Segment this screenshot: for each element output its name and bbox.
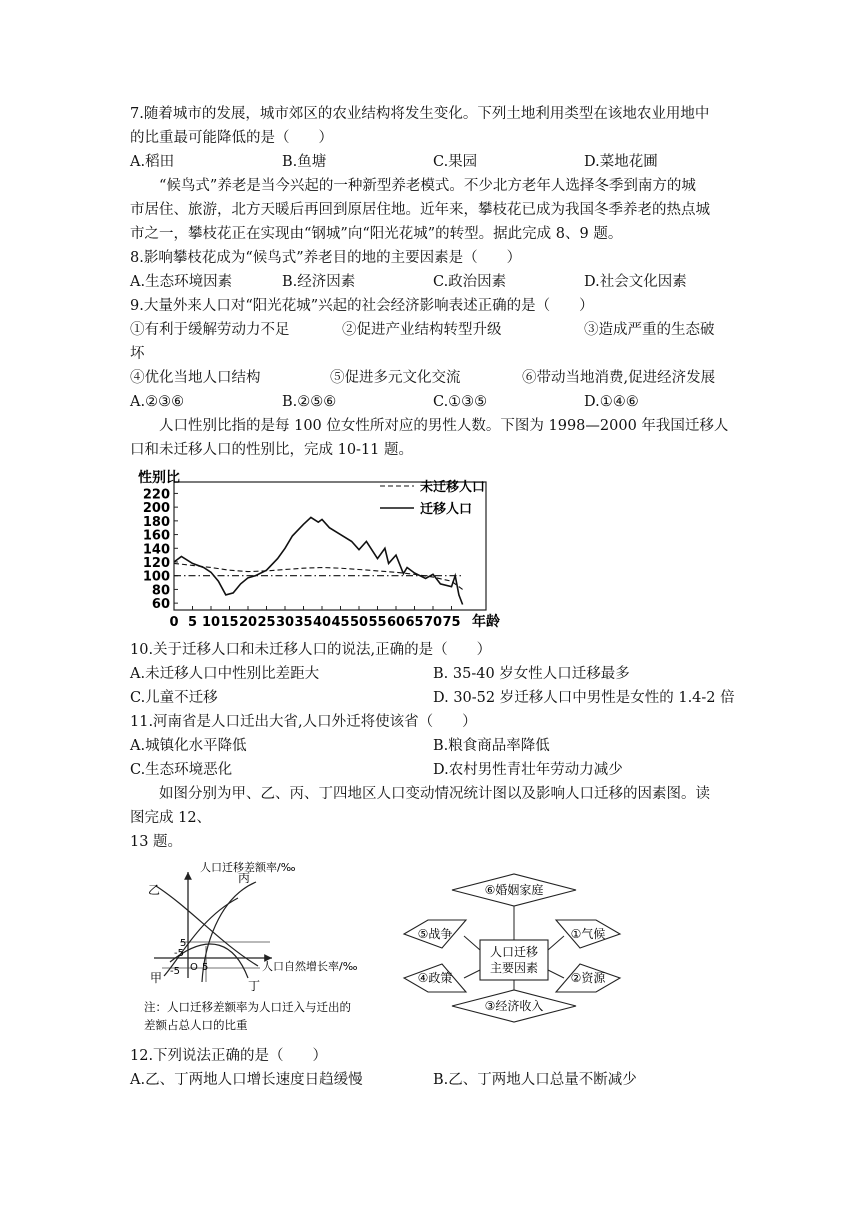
curve-bing [202,882,256,982]
x-axis-label: 年龄 [472,614,500,630]
fig-left-xlabel: 人口自然增长率/‰ [262,960,358,973]
center-label-1: 人口迁移 [489,945,539,959]
q10-option-c: C.儿童不迁移 [130,690,218,706]
legend-label-0: 未迁移人口 [420,480,486,495]
factor-income: ③经济收入 [484,999,544,1013]
series-line-1 [174,517,463,604]
label-n5y: -5 [170,966,180,977]
sex-ratio-chart [130,468,510,636]
q12-option-b: B.乙、丁两地人口总量不断减少 [433,1072,637,1088]
label-n5x: -5 [174,948,184,959]
y-axis-label: 性别比 [138,470,180,486]
fig-left-note-line1: 注：人口迁移差额率为人口迁入与迁出的 [144,1000,351,1014]
passage1011-line2: 口和未迁移人口的性别比，完成 10-11 题。 [130,442,414,458]
x-tick-label: 60 [386,615,406,630]
q8-option-b: B.经济因素 [282,274,356,290]
q8-option-c: C.政治因素 [433,274,507,290]
fig-left-ylabel: 人口迁移差额率/‰ [200,861,296,874]
q9-option-d: D.①④⑥ [584,394,639,410]
label-bing: 丙 [238,871,251,885]
q10-stem: 10.关于迁移人口和未迁移人口的说法,正确的是（ ） [130,642,492,658]
x-tick-label: 15 [220,615,239,630]
q10-option-b: B. 35-40 岁女性人口迁移最多 [433,666,630,682]
q9-item4: ④优化当地人口结构 [130,370,261,386]
x-tick-label: 55 [368,615,387,630]
x-tick-label: 20 [238,615,258,630]
q8-stem: 8.影响攀枝花成为“候鸟式”养老目的地的主要因素是（ ） [130,250,522,266]
passage89-line2: 市居住、旅游，北方天暖后再回到原居住地。近年来，攀枝花已成为我国冬季养老的热点城 [130,202,710,218]
y-tick-label: 160 [142,528,170,544]
y-tick-label: 100 [142,569,170,585]
migration-factors-diagram [398,866,630,1026]
label-ding: 丁 [248,979,261,993]
q12-option-a: A.乙、丁两地人口增长速度日趋缓慢 [130,1072,363,1088]
q9-option-a: A.②③⑥ [130,394,185,410]
passage89-line3: 市之一，攀枝花正在实现由“钢城”向“阳光花城”的转型。据此完成 8、9 题。 [130,226,623,242]
passage1213-line1: 如图分别为甲、乙、丙、丁四地区人口变动情况统计图以及影响人口迁移的因素图。读 [159,786,710,802]
factor-policy: ④政策 [417,971,453,985]
x-tick-label: 0 [169,615,179,630]
q9-item3b: 坏 [130,346,145,362]
q11-option-d: D.农村男性青壮年劳动力减少 [433,762,623,778]
fig-left-note-line2: 差额占总人口的比重 [144,1018,248,1032]
x-tick-label: 50 [349,615,369,630]
passage1213-line3: 13 题。 [130,834,183,850]
series-line-0 [174,563,463,589]
x-tick-label: 25 [257,615,276,630]
q7-option-d: D.菜地花圃 [584,154,658,170]
q7-option-a: A.稻田 [130,154,175,170]
x-tick-label: 40 [312,615,332,630]
q11-option-b: B.粮食商品率降低 [433,738,550,754]
passage1213-line2: 图完成 12、 [130,810,212,826]
q9-item3a: ③造成严重的生态破 [584,322,715,338]
q9-option-b: B.②⑤⑥ [282,394,337,410]
q10-option-a: A.未迁移人口中性别比差距大 [130,666,320,682]
q7-option-c: C.果园 [433,154,478,170]
q7-stem-line1: 7.随着城市的发展，城市郊区的农业结构将发生变化。下列土地利用类型在该地农业用地中 [130,106,710,122]
curve-jia [164,898,238,976]
q11-stem: 11.河南省是人口迁出大省,人口外迁将使该省（ ） [130,714,477,730]
x-tick-label: 35 [294,615,313,630]
label-p5y: 5 [180,938,187,949]
label-yi: 乙 [148,883,161,897]
y-tick-label: 60 [151,597,170,613]
migration-growth-figure [140,858,390,1036]
q10-option-d: D. 30-52 岁迁移人口中男性是女性的 1.4-2 倍 [433,690,735,706]
factor-resources: ②资源 [570,971,606,985]
q7-stem-line2: 的比重最可能降低的是（ ） [130,130,333,146]
factor-marriage: ⑥婚姻家庭 [484,883,544,897]
center-label-2: 主要因素 [489,961,539,975]
x-tick-label: 75 [442,615,461,630]
factor-climate: ①气候 [570,927,606,941]
x-tick-label: 70 [423,615,443,630]
q12-stem: 12.下列说法正确的是（ ） [130,1048,328,1064]
x-tick-label: 45 [331,615,350,630]
x-tick-label: 65 [405,615,424,630]
passage1011-line1: 人口性别比指的是每 100 位女性所对应的男性人数。下图为 1998—2000 年我国迁移人 [159,418,729,434]
q8-option-a: A.生态环境因素 [130,274,233,290]
q9-option-c: C.①③⑤ [433,394,488,410]
y-tick-label: 180 [142,514,170,530]
y-tick-label: 120 [142,556,170,571]
label-origin: O [190,962,198,973]
y-tick-label: 140 [142,542,170,558]
y-tick-label: 220 [142,487,170,503]
q9-item1: ①有利于缓解劳动力不足 [130,322,290,338]
x-tick-label: 5 [187,615,198,630]
q7-option-b: B.鱼塘 [282,154,327,170]
legend-label-1: 迁移人口 [420,502,473,517]
factor-war: ⑤战争 [417,927,453,941]
q9-item5: ⑤促进多元文化交流 [330,370,461,386]
y-tick-label: 80 [151,583,170,599]
label-jia: 甲 [150,971,163,985]
curve-yi [156,886,258,966]
q9-item6: ⑥带动当地消费,促进经济发展 [522,370,716,386]
x-tick-label: 30 [275,615,295,630]
q11-option-a: A.城镇化水平降低 [130,738,247,754]
label-p5x: 5 [202,962,209,973]
q8-option-d: D.社会文化因素 [584,274,687,290]
q9-item2: ②促进产业结构转型升级 [342,322,502,338]
passage89-line1: “候鸟式”养老是当今兴起的一种新型养老模式。不少北方老年人选择冬季到南方的城 [159,178,696,194]
q11-option-c: C.生态环境恶化 [130,762,233,778]
q9-stem: 9.大量外来人口对“阳光花城”兴起的社会经济影响表述正确的是（ ） [130,298,594,314]
y-tick-label: 200 [142,501,170,517]
x-tick-label: 10 [201,615,221,630]
